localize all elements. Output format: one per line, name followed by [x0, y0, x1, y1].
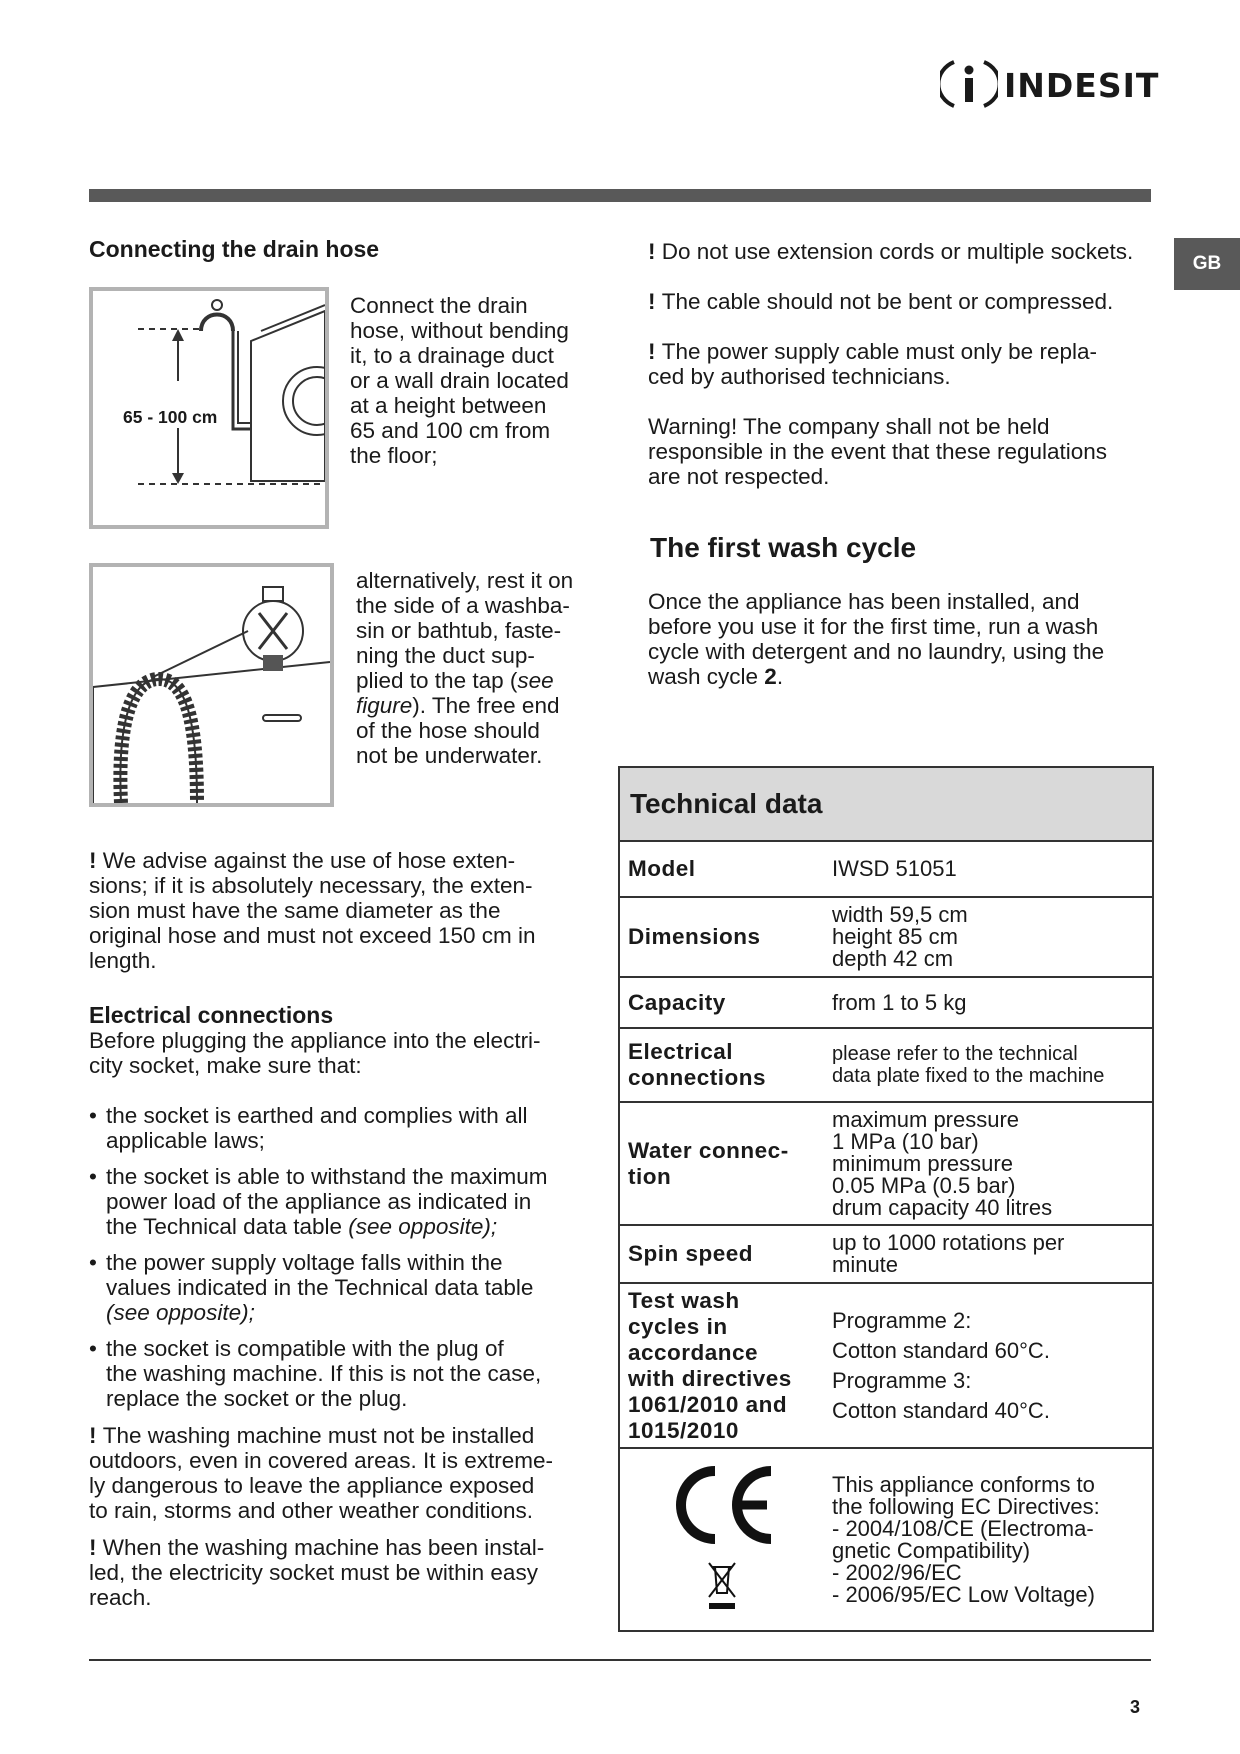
table-row — [620, 977, 1152, 1028]
elec-intro-1: Before plugging the appliance into the electri- — [89, 1028, 541, 1053]
drain-height-label: 65 - 100 cm — [123, 407, 218, 427]
drain-line-7: the floor; — [350, 443, 438, 468]
brand-name: INDESIT — [1004, 66, 1160, 105]
bullet-voltage: • the power supply voltage falls within the values indicated in the Technical data table (see opposite); — [89, 1250, 534, 1325]
basin-line-4: ning the duct sup- — [356, 643, 535, 668]
row-value-electrical: please refer to the technical data plate fixed to the machine — [824, 1028, 1152, 1102]
bullet-earthed: • the socket is earthed and complies with all applicable laws; — [89, 1103, 528, 1153]
basin-line-2: the side of a washba- — [356, 593, 570, 618]
outdoor-line-4: to rain, storms and other weather conditions. — [89, 1498, 533, 1523]
row-value-capacity: from 1 to 5 kg — [824, 977, 1152, 1028]
note-cable-replace-2: ced by authorised technicians. — [648, 364, 951, 389]
hose-extension-warning — [89, 848, 609, 973]
table-row — [620, 1283, 1152, 1448]
row-label-test-wash: Test wash cycles in accordance with directives 1061/2010 and 1015/2010 — [620, 1283, 824, 1448]
drain-line-5: at a height between — [350, 393, 547, 418]
ce-mark-icon — [667, 1463, 777, 1613]
drain-line-1: Connect the drain — [350, 293, 528, 318]
basin-line-6: figure). The free end — [356, 693, 560, 718]
table-row — [620, 1028, 1152, 1102]
row-value-test-wash: Programme 2: Cotton standard 60°C. Programme 3: Cotton standard 40°C. — [824, 1283, 1152, 1448]
warning-line-3: are not respected. — [648, 464, 830, 489]
table-row — [620, 897, 1152, 977]
row-value-dimensions: width 59,5 cm height 85 cm depth 42 cm — [824, 897, 1152, 977]
technical-data-title: Technical data — [620, 768, 1152, 840]
basin-line-1: alternatively, rest it on — [356, 568, 574, 593]
outdoor-line-1: ! The washing machine must not be installed — [89, 1423, 535, 1448]
row-label-dimensions: Dimensions — [620, 897, 824, 977]
socket-line-1: ! When the washing machine has been instal- — [89, 1535, 545, 1560]
row-label-electrical: Electrical connections — [620, 1028, 824, 1102]
bullet-plug: • the socket is compatible with the plug of the washing machine. If this is not the case, replace the socket or the plug. — [89, 1336, 542, 1411]
elec-intro-2: city socket, make sure that: — [89, 1053, 362, 1078]
ext-line-3: sion must have the same diameter as the — [89, 898, 501, 923]
ce-cell — [620, 1448, 824, 1630]
drain-connect-text — [350, 293, 569, 468]
note-extension-cords: ! Do not use extension cords or multiple sockets. — [648, 239, 1134, 264]
row-value-spin: up to 1000 rotations per minute — [824, 1225, 1152, 1283]
electrical-heading: Electrical connections — [89, 1002, 334, 1028]
page-number: 3 — [1130, 1697, 1141, 1717]
technical-data-table — [618, 766, 1154, 1632]
indesit-logo-icon — [940, 56, 998, 112]
first-wash-text — [648, 589, 1158, 689]
ext-line-4: original hose and must not exceed 150 cm in — [89, 923, 536, 948]
indesit-logo — [940, 56, 1160, 112]
drain-line-3: it, to a drainage duct — [350, 343, 554, 368]
row-value-water: maximum pressure 1 MPa (10 bar) minimum pressure 0.05 MPa (0.5 bar) drum capacity 40 litres — [824, 1102, 1152, 1225]
table-row — [620, 1225, 1152, 1283]
ext-line-2: sions; if it is absolutely necessary, the exten- — [89, 873, 533, 898]
basin-line-3: sin or bathtub, faste- — [356, 618, 562, 643]
bullet-load: • the socket is able to withstand the maximum power load of the appliance as indicated in the Technical data table (see opposite); — [89, 1164, 548, 1239]
row-label-capacity: Capacity — [620, 977, 824, 1028]
drain-hose-heading: Connecting the drain hose — [89, 236, 380, 262]
table-row — [620, 1102, 1152, 1225]
first-wash-line-1: Once the appliance has been installed, and — [648, 589, 1080, 614]
row-label-spin: Spin speed — [620, 1225, 824, 1283]
drain-height-figure — [89, 287, 329, 529]
basin-line-7: of the hose should — [356, 718, 540, 743]
socket-line-2: led, the electricity socket must be within easy — [89, 1560, 538, 1585]
drain-line-4: or a wall drain located — [350, 368, 569, 393]
power-notes — [648, 239, 1158, 489]
first-wash-heading: The first wash cycle — [650, 532, 917, 563]
row-value-model: IWSD 51051 — [824, 841, 1152, 897]
electrical-connections-section — [89, 1002, 609, 1610]
first-wash-line-4: wash cycle 2. — [648, 664, 784, 689]
basin-line-5: plied to the tap (see — [356, 668, 554, 693]
warning-line-2: responsible in the event that these regulations — [648, 439, 1108, 464]
bottom-rule — [89, 1659, 1151, 1661]
conformity-text: This appliance conforms to the following EC Directives: - 2004/108/CE (Electroma- gnetic Compatibility) - 2002/96/EC - 2006/95/EC Low Voltage) — [824, 1448, 1152, 1630]
note-cable-replace-1: ! The power supply cable must only be repla- — [648, 339, 1097, 364]
top-rule — [89, 189, 1151, 202]
ext-line-1: ! We advise against the use of hose exten- — [89, 848, 516, 873]
first-wash-line-3: cycle with detergent and no laundry, using the — [648, 639, 1105, 664]
language-tab: GB — [1174, 238, 1240, 290]
basin-line-8: not be underwater. — [356, 743, 543, 768]
table-row — [620, 841, 1152, 897]
first-wash-line-2: before you use it for the first time, run a wash — [648, 614, 1099, 639]
drain-line-2: hose, without bending — [350, 318, 569, 343]
outdoor-line-2: outdoors, even in covered areas. It is extreme- — [89, 1448, 553, 1473]
washbasin-illustration — [93, 567, 330, 803]
table-row — [620, 1448, 1152, 1630]
socket-line-3: reach. — [89, 1585, 152, 1610]
warning-line-1: Warning! The company shall not be held — [648, 414, 1050, 439]
note-cable-bent: ! The cable should not be bent or compressed. — [648, 289, 1114, 314]
row-label-water: Water connec- tion — [620, 1102, 824, 1225]
row-label-model: Model — [620, 841, 824, 897]
washbasin-figure — [89, 563, 334, 807]
washbasin-text — [356, 568, 573, 768]
outdoor-line-3: ly dangerous to leave the appliance exposed — [89, 1473, 535, 1498]
ext-line-5: length. — [89, 948, 157, 973]
drain-line-6: 65 and 100 cm from — [350, 418, 551, 443]
